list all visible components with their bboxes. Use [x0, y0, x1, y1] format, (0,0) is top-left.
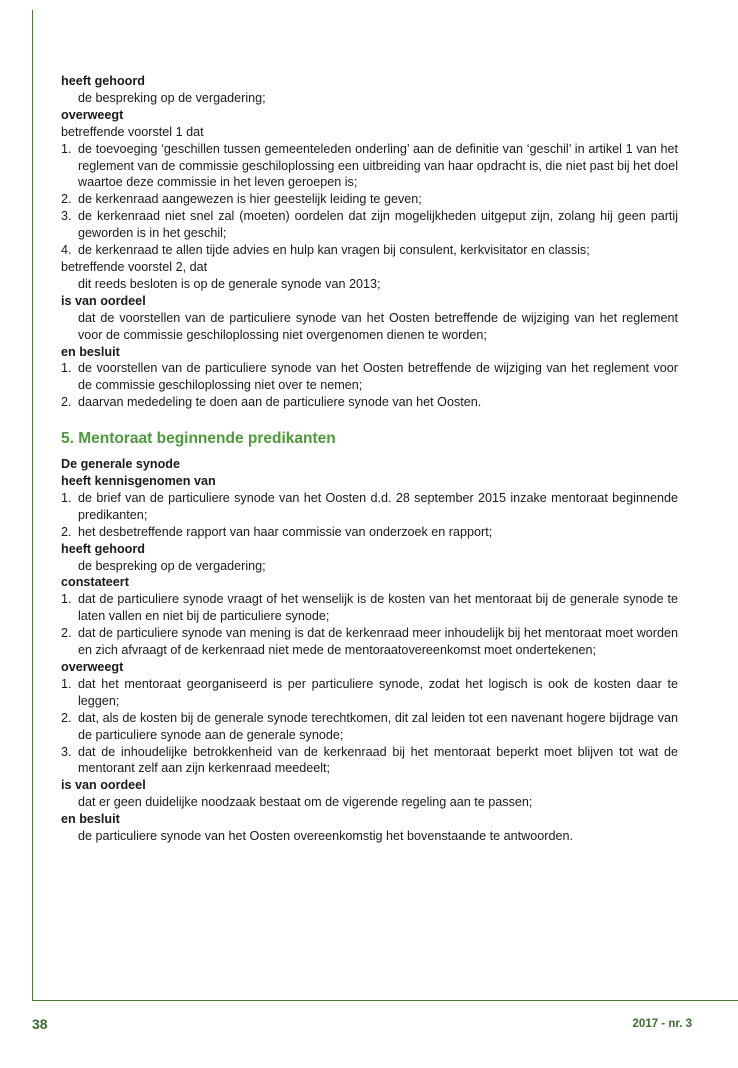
heading-heeft-gehoord: heeft gehoord — [61, 74, 145, 88]
subheading-voorstel-2: betreffende voorstel 2, dat — [61, 259, 208, 274]
left-margin-rule — [32, 10, 33, 1000]
list-item: 2. dat, als de kosten bij de generale synode terechtkomen, dit zal leiden tot een navenant hogere bijdrage van de particuliere synode aan de generale synode; — [61, 710, 678, 742]
list-item: 3. de kerkenraad niet snel zal (moeten) oordelen dat zijn mogelijkheden uitgeput zijn, zolang hij geen partij geworden is in het geschil; — [61, 209, 678, 241]
bottom-rule — [32, 1000, 738, 1001]
section-title: 5. Mentoraat beginnende predikanten — [61, 430, 336, 448]
list-item: 2. daarvan mededeling te doen aan de particuliere synode van het Oosten. — [61, 395, 482, 410]
heading-kennisgenomen: heeft kennisgenomen van — [61, 474, 216, 489]
list-item: 4. de kerkenraad te allen tijde advies en hulp kan vragen bij consulent, kerkvisitator en classis; — [61, 243, 590, 258]
list-item: 2. de kerkenraad aangewezen is hier geestelijk leiding te geven; — [61, 192, 422, 207]
subheading-voorstel-1: betreffende voorstel 1 dat — [61, 124, 204, 139]
document-body — [61, 73, 678, 845]
heading-generale-synode: De generale synode — [61, 457, 180, 472]
list-kennisgenomen — [61, 490, 678, 541]
list-item: 3. dat de inhoudelijke betrokkenheid van de kerkenraad bij het mentoraat beperkt moet blijven tot wat de mentorant zelf aan zijn kerkenraad meedeelt; — [61, 744, 678, 776]
list-item: 1. de brief van de particuliere synode van het Oosten d.d. 28 september 2015 inzake mentoraat beginnende predikanten; — [61, 490, 678, 522]
paragraph-besluit-2: de particuliere synode van het Oosten overeenkomstig het bovenstaande te antwoorden. — [78, 829, 573, 844]
paragraph-voorstel-2: dit reeds besloten is op de generale synode van 2013; — [78, 276, 381, 291]
list-item: 1. de voorstellen van de particuliere synode van het Oosten betreffende de wijziging van het reglement voor de commissie geschiloplossing niet over te nemen; — [61, 361, 678, 393]
list-overweegt-voorstel-1 — [61, 141, 678, 259]
heading-overweegt: overweegt — [61, 107, 124, 122]
heading-overweegt-2: overweegt — [61, 660, 124, 674]
heading-is-van-oordeel: is van oordeel — [61, 293, 146, 308]
issue-label: 2017 - nr. 3 — [632, 1018, 692, 1030]
heading-constateert: constateert — [61, 575, 129, 590]
list-item: 1. dat het mentoraat georganiseerd is per particuliere synode, zodat het logisch is ook de kosten daar te leggen; — [61, 676, 678, 708]
list-constateert — [61, 591, 678, 659]
paragraph-bespreking: de bespreking op de vergadering; — [78, 90, 266, 105]
paragraph-bespreking-2: de bespreking op de vergadering; — [78, 558, 266, 573]
heading-is-van-oordeel-2: is van oordeel — [61, 778, 146, 793]
list-item: 2. dat de particuliere synode van mening is dat de kerkenraad meer inhoudelijk bij het mentoraat moet worden en zich afvraagt of de kerkenraad niet mede de mentoraatovereenkomst moet ondertekenen; — [61, 626, 678, 658]
paragraph-oordeel-2: dat er geen duidelijke noodzaak bestaat om de vigerende regeling aan te passen; — [78, 795, 533, 810]
heading-en-besluit: en besluit — [61, 344, 120, 359]
heading-en-besluit-2: en besluit — [61, 812, 120, 827]
paragraph-oordeel: dat de voorstellen van de particuliere synode van het Oosten betreffende de wijziging van het reglement voor de commissie geschiloplossing niet overgenomen dienen te worden; — [78, 310, 678, 342]
list-item: 2. het desbetreffende rapport van haar commissie van onderzoek en rapport; — [61, 524, 493, 539]
list-item: 1. de toevoeging ‘geschillen tussen gemeenteleden onderling’ aan de definitie van ‘geschil’ in artikel 1 van het reglement van de commissie geschiloplossing een uitbreiding van haar opdracht is, die niet past bij het doel waartoe deze commissie in het leven geroepen is; — [61, 141, 678, 190]
heading-heeft-gehoord-2: heeft gehoord — [61, 541, 145, 556]
list-besluit — [61, 360, 678, 411]
page-number: 38 — [32, 1016, 48, 1032]
list-item: 1. dat de particuliere synode vraagt of het wenselijk is de kosten van het mentoraat bij de generale synode te laten vallen en niet bij de particuliere synode; — [61, 592, 678, 624]
list-overweegt — [61, 676, 678, 777]
